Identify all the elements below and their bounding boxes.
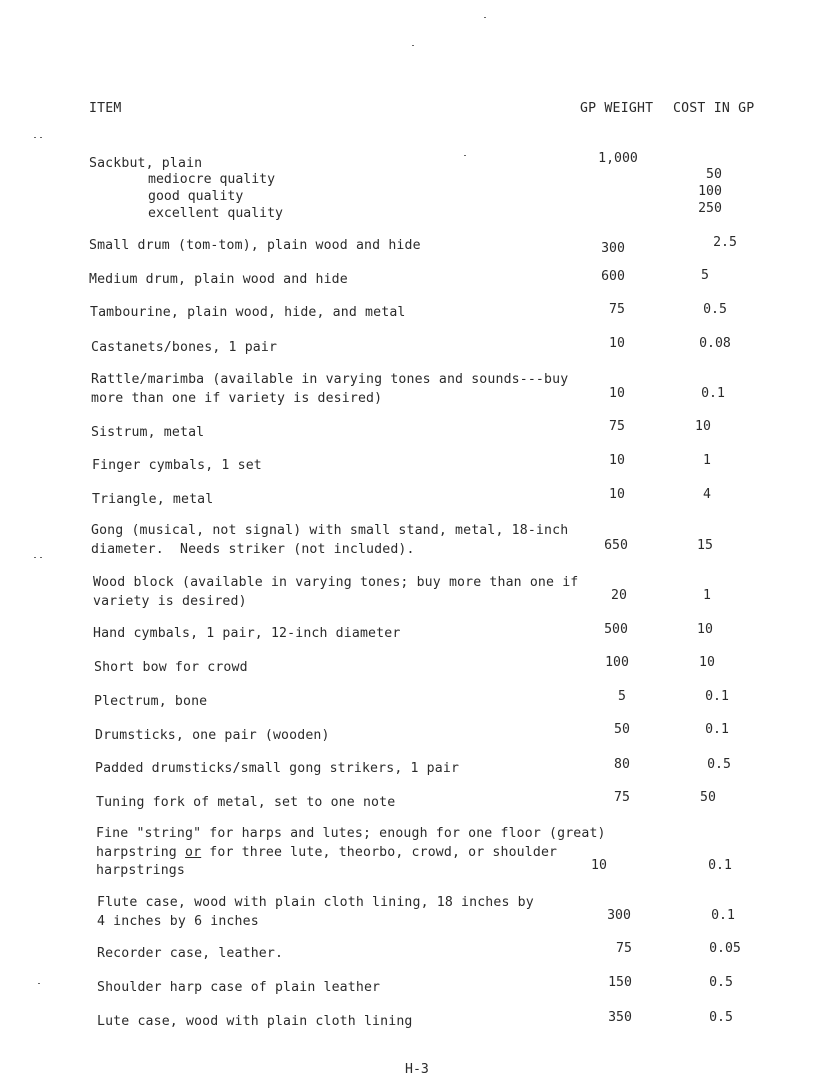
scan-speck [40,557,42,558]
sackbut-variant-label: excellent quality [148,206,283,221]
item-cost: 0.1 [705,722,729,737]
item-description: Hand cymbals, 1 pair, 12-inch diameter [93,626,401,641]
item-description: diameter. Needs striker (not included). [91,541,415,557]
item-weight: 600 [601,269,625,284]
item-weight: 350 [608,1010,632,1025]
item-cost: 0.1 [711,908,735,923]
item-description: Recorder case, leather. [97,946,284,961]
item-description: Fine "string" for harps and lutes; enough for one floor (great) [96,826,606,841]
item-description: Short bow for crowd [94,660,248,675]
scan-speck [40,137,42,138]
item-description: Castanets/bones, 1 pair [91,340,278,355]
sackbut-variant-cost: 250 [698,201,722,216]
item-weight: 300 [601,241,625,256]
scan-speck [34,137,36,138]
item-description: harpstrings [96,863,185,878]
scan-speck [464,155,466,156]
item-description: Finger cymbals, 1 set [92,458,262,473]
item-cost: 1 [703,588,711,603]
item-cost: 0.5 [709,975,733,990]
item-description: Medium drum, plain wood and hide [89,272,348,287]
item-weight: 100 [605,655,629,670]
column-header-weight: GP WEIGHT [580,101,654,116]
item-weight: 80 [614,757,630,772]
item-cost: 5 [701,268,709,283]
item-description: Tuning fork of metal, set to one note [96,795,396,810]
page-number: H-3 [405,1062,429,1077]
item-weight: 10 [609,487,625,502]
item-weight: 10 [609,336,625,351]
item-cost: 10 [697,622,713,637]
item-cost: 0.5 [707,757,731,772]
item-cost: 1 [703,453,711,468]
sackbut-variant-label: good quality [148,189,244,204]
item-cost: 0.5 [709,1010,733,1025]
scan-speck [34,557,36,558]
item-cost: 0.1 [708,858,732,873]
item-cost: 0.1 [701,386,725,401]
item-cost: 0.05 [709,941,741,956]
item-weight: 75 [609,302,625,317]
item-cost: 2.5 [713,235,737,250]
item-description: Padded drumsticks/small gong strikers, 1 pair [95,761,460,776]
item-cost: 50 [700,790,716,805]
scan-speck [484,17,486,18]
sackbut-label: Sackbut, plain [89,156,203,171]
item-description: more than one if variety is desired) [91,390,383,406]
item-cost: 0.1 [705,689,729,704]
item-weight: 75 [614,790,630,805]
item-weight: 75 [616,941,632,956]
item-weight: 10 [591,858,607,873]
sackbut-variant-cost: 100 [698,184,722,199]
item-description: Wood block (available in varying tones; buy more than one if [93,575,579,590]
item-weight: 5 [618,689,626,704]
item-weight: 500 [604,622,628,637]
item-description: Tambourine, plain wood, hide, and metal [90,305,406,320]
item-cost: 15 [697,538,713,553]
item-description: Gong (musical, not signal) with small stand, metal, 18-inch [91,523,569,538]
item-description: Rattle/marimba (available in varying tones and sounds---buy [91,372,569,387]
item-description: Lute case, wood with plain cloth lining [97,1014,413,1029]
item-description: Plectrum, bone [94,694,208,709]
item-weight: 150 [608,975,632,990]
item-description: Flute case, wood with plain cloth lining, 18 inches by [97,895,534,910]
item-weight: 10 [609,386,625,401]
scan-speck [38,983,40,984]
column-header-item: ITEM [89,101,122,116]
scan-speck [412,45,414,46]
item-cost: 10 [695,419,711,434]
item-weight: 300 [607,908,631,923]
item-weight: 20 [611,588,627,603]
item-description: Triangle, metal [92,492,214,507]
item-description: Shoulder harp case of plain leather [97,980,381,995]
item-description: harpstring or for three lute, theorbo, crowd, or shoulder [96,844,558,860]
item-description: Drumsticks, one pair (wooden) [95,728,330,743]
column-header-cost: COST IN GP [673,101,755,116]
item-description: Small drum (tom-tom), plain wood and hide [89,238,421,253]
item-description: variety is desired) [93,593,247,609]
item-cost: 0.5 [703,302,727,317]
sackbut-variant-cost: 50 [706,167,722,182]
item-weight: 650 [604,538,628,553]
item-cost: 0.08 [699,336,731,351]
sackbut-variant-label: mediocre quality [148,172,276,187]
item-description: Sistrum, metal [91,425,205,440]
item-description: 4 inches by 6 inches [97,913,259,929]
item-cost: 4 [703,487,711,502]
item-weight: 50 [614,722,630,737]
sackbut-weight: 1,000 [598,151,638,166]
item-cost: 10 [699,655,715,670]
item-weight: 75 [609,419,625,434]
item-weight: 10 [609,453,625,468]
